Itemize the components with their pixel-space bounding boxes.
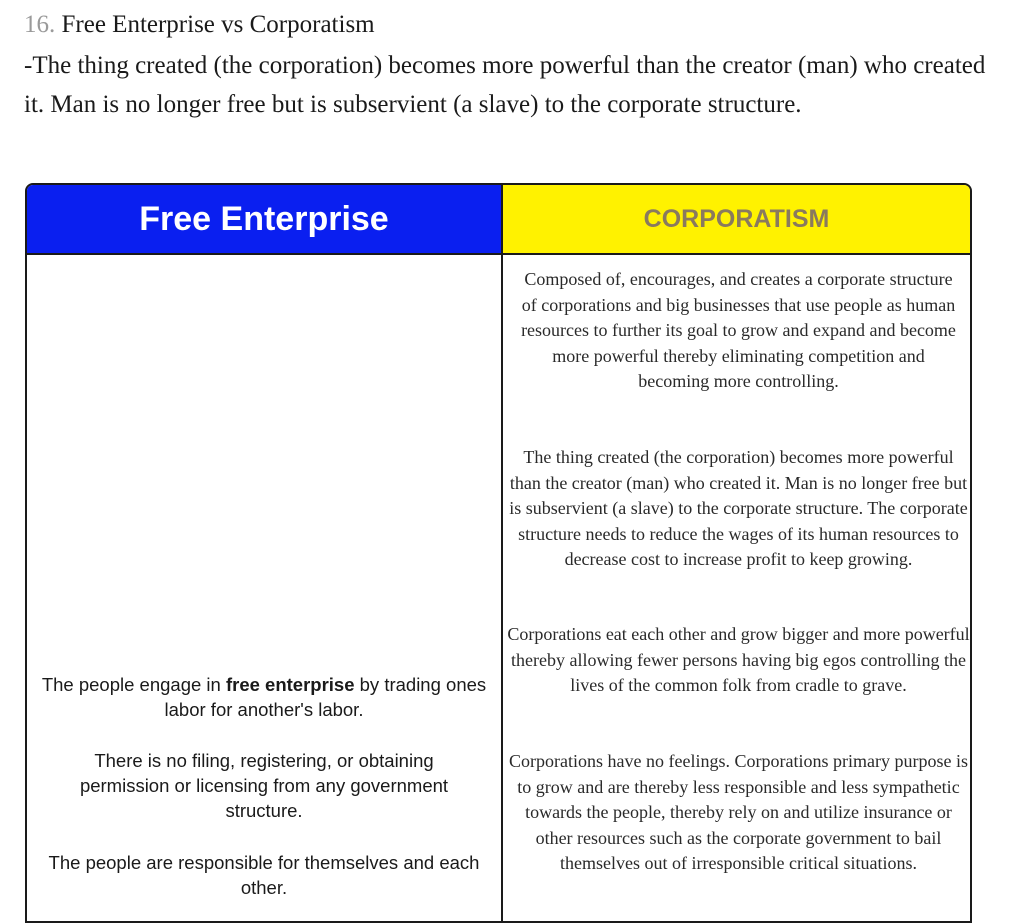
comparison-table: [25, 183, 972, 923]
heading-title: Free Enterprise vs Corporatism: [61, 11, 375, 38]
free-enterprise-header: Free Enterprise: [27, 185, 501, 253]
page-heading: [24, 8, 375, 42]
column-divider: [501, 185, 503, 921]
corporatism-paragraph-3: Corporations eat each other and grow bigger and more powerful thereby allowing fewer persons having big egos controlling the lives of the common folk from cradle to grave.: [507, 624, 970, 695]
free-enterprise-paragraph-1: The people engage in free enterprise by trading ones labor for another's labor.: [41, 674, 487, 720]
free-enterprise-bold-term: free enterprise: [225, 674, 355, 695]
corporatism-paragraph-1: Composed of, encourages, and creates a corporate structure of corporations and big businesses that use people as human resources to further its goal to grow and expand and become more powerful thereby eliminating competition and becoming more controlling.: [521, 269, 956, 391]
free-enterprise-column: [27, 185, 501, 923]
intro-text: -The thing created (the corporation) becomes more powerful than the creator (man) who created it. Man is no longer free but is subservient (a slave) to the corporate structure.: [24, 52, 986, 118]
corporatism-header: CORPORATISM: [503, 185, 970, 253]
free-enterprise-paragraph-3: The people are responsible for themselves and each other.: [48, 852, 480, 898]
corporatism-paragraph-2: The thing created (the corporation) becomes more powerful than the creator (man) who created it. Man is no longer free but is subservient (a slave) to the corporate structure. The corporate structure needs to reduce the wages of its human resources to decrease cost to increase profit to keep growing.: [509, 447, 968, 569]
corporatism-column: [505, 185, 972, 923]
free-enterprise-paragraph-2: There is no filing, registering, or obtaining permission or licensing from any government structure.: [79, 750, 449, 821]
corporatism-paragraph-4: Corporations have no feelings. Corporations primary purpose is to grow and are thereby less responsible and less sympathetic towards the people, thereby rely on and utilize insurance or other resources such as the corporate government to bail themselves out of irresponsible critical situations.: [509, 751, 968, 873]
heading-number: 16.: [24, 11, 56, 38]
